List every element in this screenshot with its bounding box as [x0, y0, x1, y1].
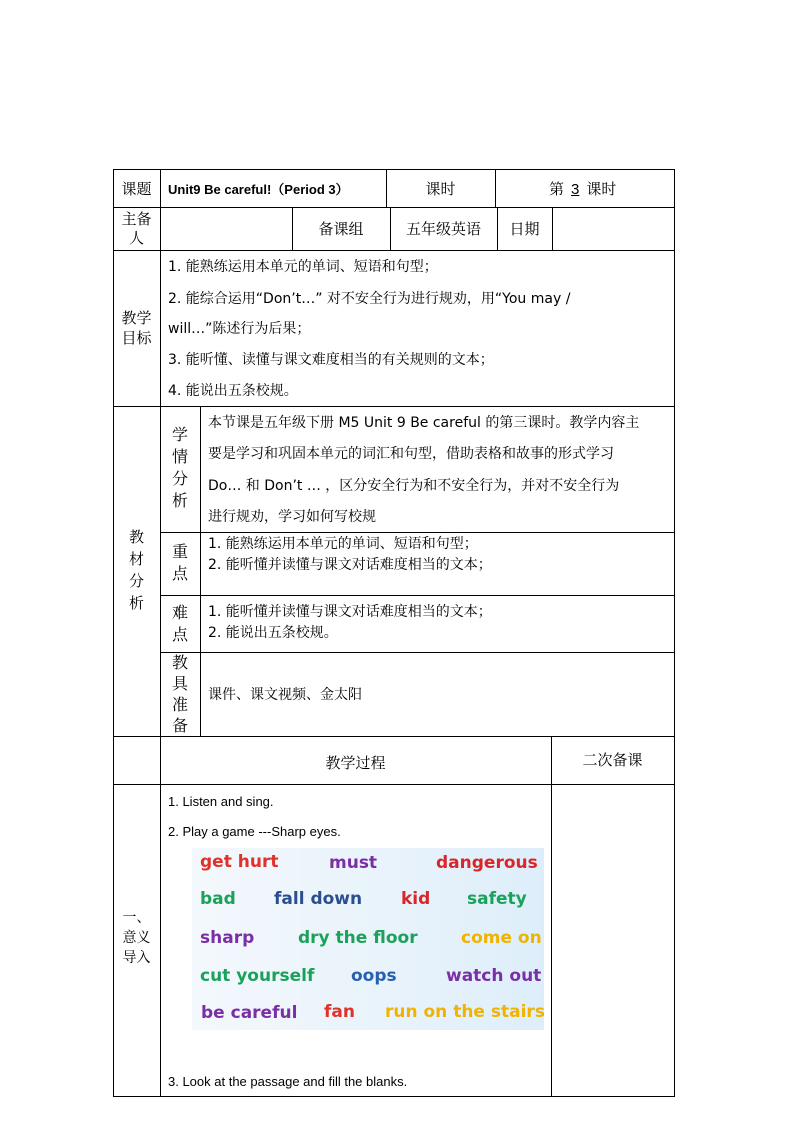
difficult-label-char: 点 — [171, 625, 188, 644]
student-analysis-line: 要是学习和巩固本单元的词汇和句型，借助表格和故事的形式学习 — [208, 446, 614, 462]
game-word: cut yourself — [200, 966, 315, 986]
analysis-label-char: 分 — [128, 572, 144, 590]
game-word: kid — [401, 889, 431, 909]
goal-2b: will…”陈述行为后果； — [168, 321, 311, 337]
difficult-points-label — [160, 602, 200, 646]
game-word: sharp — [200, 928, 255, 948]
step-2: 2. Play a game ---Sharp eyes. — [168, 824, 341, 839]
student-label-char: 学 — [171, 425, 188, 444]
student-label-char: 分 — [171, 469, 188, 488]
analysis-label-char: 析 — [128, 594, 144, 612]
col-divider — [552, 207, 553, 251]
goal-2a: 2. 能综合运用“Don’t…” 对不安全行为进行规劝，用“You may / — [168, 291, 571, 307]
game-word: watch out — [446, 966, 542, 986]
key-points-label — [160, 541, 200, 585]
period-prefix: 第 — [549, 180, 565, 198]
tools-label-char: 教 — [171, 653, 188, 672]
game-word: fall down — [274, 889, 363, 909]
difficult-label-char: 难 — [171, 603, 188, 622]
student-analysis-line: Do… 和 Don’t … ，区分安全行为和不安全行为，并对不安全行为 — [208, 478, 620, 494]
section-label-line: 意义 — [122, 930, 151, 946]
game-word: be careful — [201, 1003, 298, 1023]
row-divider — [113, 406, 675, 407]
step-1: 1. Listen and sing. — [168, 794, 274, 809]
tools-label-char: 具 — [171, 674, 188, 693]
student-analysis-label — [160, 424, 200, 512]
row-divider — [113, 207, 675, 208]
col-divider — [200, 406, 201, 737]
col-divider — [495, 169, 496, 208]
row-divider — [160, 532, 675, 533]
goal-4: 4. 能说出五条校规。 — [168, 383, 298, 399]
row-divider — [113, 250, 675, 251]
period-number: 3 — [571, 181, 580, 198]
key-point: 2. 能听懂并读懂与课文对话难度相当的文本； — [208, 557, 492, 573]
game-word: must — [329, 853, 378, 873]
goals-label-line2: 目标 — [121, 329, 152, 347]
table-border-top — [113, 169, 675, 170]
step-3: 3. Look at the passage and fill the blanks. — [168, 1074, 408, 1089]
difficult-point: 2. 能说出五条校规。 — [208, 625, 338, 641]
group-label: 备课组 — [318, 220, 364, 238]
game-word: dry the floor — [298, 928, 418, 948]
sharp-eyes-word-board — [192, 848, 544, 1030]
game-word: bad — [200, 889, 236, 909]
tools-label — [160, 652, 200, 736]
section-label — [113, 908, 160, 968]
second-prep-label: 二次备课 — [582, 751, 643, 769]
tools-label-char: 备 — [171, 716, 188, 735]
topic-value: Unit9 Be careful!（Period 3） — [168, 182, 349, 197]
table-border-right — [674, 169, 675, 1097]
process-title: 教学过程 — [325, 754, 386, 772]
game-word: oops — [351, 966, 397, 986]
group-value: 五年级英语 — [405, 220, 481, 238]
topic-label: 课题 — [121, 180, 152, 198]
goal-1: 1. 能熟练运用本单元的单词、短语和句型； — [168, 259, 438, 275]
student-analysis-line: 本节课是五年级下册 M5 Unit 9 Be careful 的第三课时。教学内容主 — [208, 415, 640, 431]
difficult-point: 1. 能听懂并读懂与课文对话难度相当的文本； — [208, 604, 492, 620]
game-word: get hurt — [200, 852, 279, 872]
row-divider — [113, 736, 675, 737]
game-word: run on the stairs — [385, 1002, 545, 1022]
row-divider — [160, 595, 675, 596]
student-label-char: 析 — [171, 491, 188, 510]
col-divider — [551, 736, 552, 1097]
analysis-label — [113, 526, 160, 614]
date-label: 日期 — [509, 220, 540, 238]
tools-label-char: 准 — [171, 695, 188, 714]
key-label-char: 重 — [171, 542, 188, 561]
analysis-label-char: 教 — [128, 528, 144, 546]
section-label-line: 一、 — [122, 910, 151, 926]
key-point: 1. 能熟练运用本单元的单词、短语和句型； — [208, 536, 478, 552]
row-divider — [113, 784, 675, 785]
tools-text: 课件、课文视频、金太阳 — [208, 687, 362, 703]
student-label-char: 情 — [171, 447, 188, 466]
game-word: come on — [461, 928, 542, 948]
period-value — [549, 180, 616, 199]
period-suffix: 课时 — [586, 180, 617, 198]
table-border-bottom — [113, 1096, 675, 1097]
goal-3: 3. 能听懂、读懂与课文难度相当的有关规则的文本； — [168, 352, 494, 368]
game-word: dangerous — [436, 853, 538, 873]
goals-label-line1: 教学 — [121, 309, 152, 327]
analysis-label-char: 材 — [128, 550, 144, 568]
section-label-line: 导入 — [122, 950, 151, 966]
row-divider — [160, 652, 675, 653]
author-label-line1: 主备 — [121, 210, 152, 228]
author-label-line2: 人 — [128, 229, 144, 247]
period-label: 课时 — [425, 180, 456, 198]
student-analysis-line: 进行规劝，学习如何写校规 — [208, 509, 376, 525]
game-word: fan — [324, 1002, 355, 1022]
game-word: safety — [467, 889, 527, 909]
key-label-char: 点 — [171, 564, 188, 583]
